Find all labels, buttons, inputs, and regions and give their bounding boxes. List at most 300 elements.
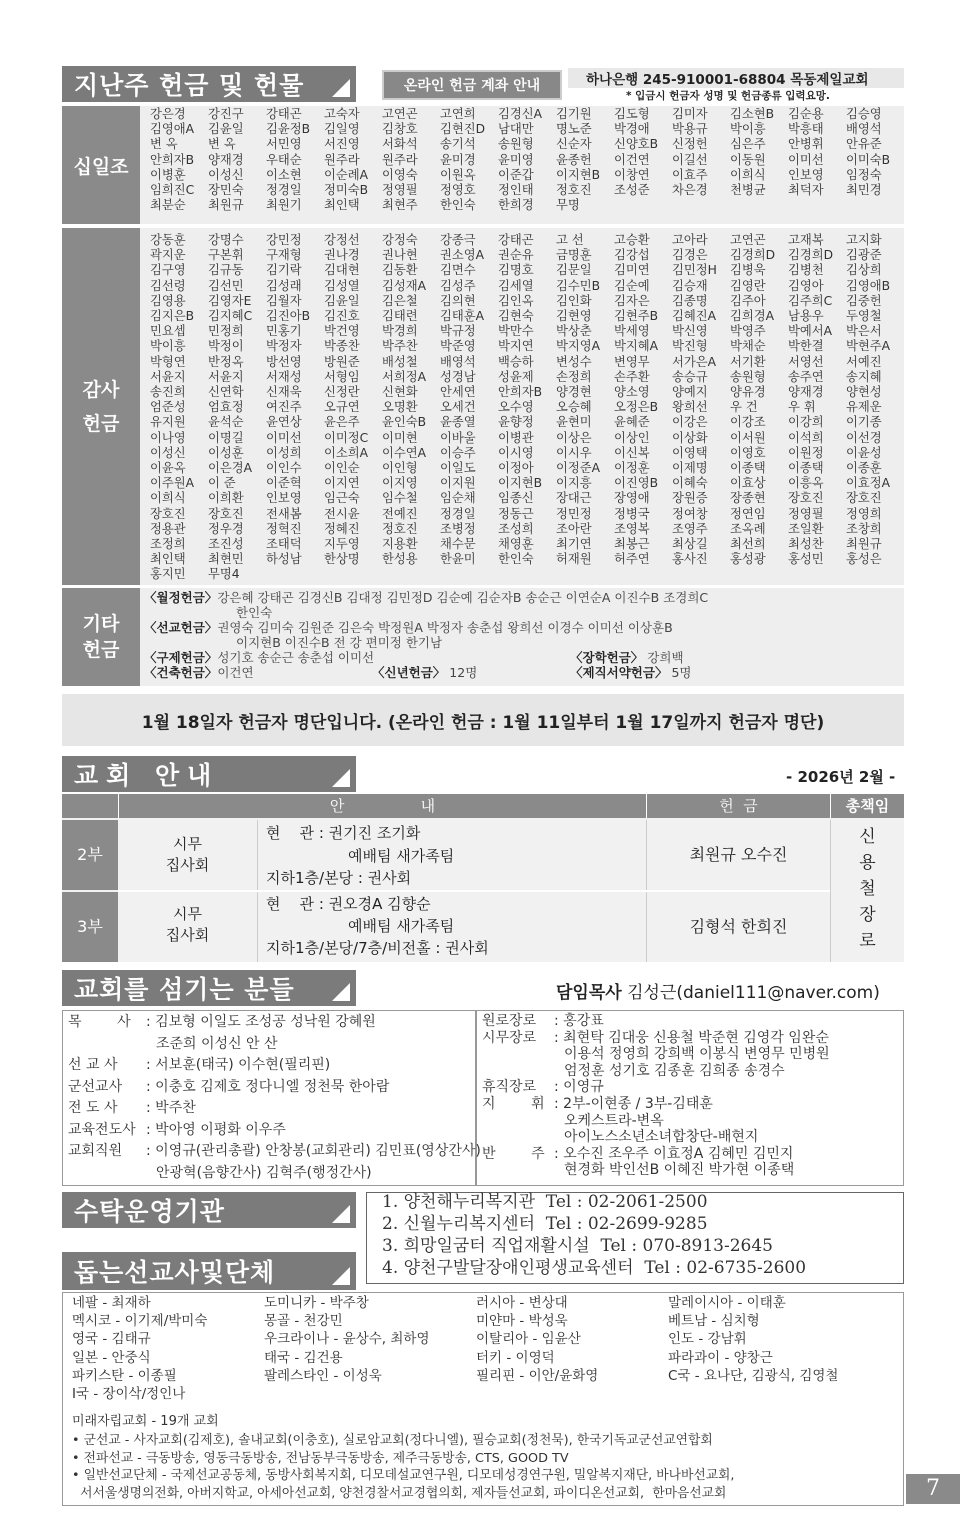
corner-arrow-icon (332, 983, 350, 1001)
mission-entry: 필리핀 - 이안/윤화영 (476, 1367, 599, 1384)
part-3-line2: 예배팀 새가족팀 (348, 917, 455, 935)
offering-title (62, 66, 356, 102)
thanks-name: 여진주 (266, 400, 302, 415)
tithe-name: 윤종헌 (556, 152, 592, 167)
thanks-name: 최인택 (150, 552, 186, 567)
thanks-name: 지두영 (324, 537, 360, 552)
tithe-name: 최덕자 (788, 183, 824, 198)
thanks-name: 박지영A (556, 339, 601, 354)
servant-row (482, 1113, 664, 1130)
tithe-name: 최인택 (324, 198, 360, 213)
thanks-name: 김태련 (382, 309, 418, 324)
tithe-name: 조성준 (614, 183, 650, 198)
servant-row (482, 1079, 604, 1096)
thanks-name: 최성찬 (788, 537, 824, 552)
thanks-name: 이강희 (788, 415, 824, 430)
trust-item: 4. 양천구발달장애인평생교육센터 Tel : 02-6735-2600 (382, 1258, 807, 1278)
thanks-name: 이강은 (672, 415, 708, 430)
offering-title-text: 지난주 헌금 및 헌물 (74, 71, 305, 100)
mission-entry: 태국 - 김건용 (264, 1349, 343, 1366)
tithe-name: 천병균 (730, 183, 766, 198)
thanks-name: 한윤미 (440, 552, 476, 567)
thanks-name: 강정숙 (382, 233, 418, 247)
tithe-name: 이효주 (672, 167, 708, 182)
mission-entry: 인도 - 강남휘 (668, 1331, 747, 1348)
thanks-name: 권소영A (440, 248, 485, 263)
thanks-name: 윤인숙B (382, 415, 427, 430)
thanks-name: 이 준 (208, 476, 236, 491)
senior-pastor-name: 김성근(daniel111@naver.com) (627, 983, 880, 1003)
trust-item: 2. 신월누리복지센터 Tel : 02-2699-9285 (382, 1214, 708, 1234)
thanks-name: 강정선 (324, 233, 360, 247)
thanks-name: 김윤일 (324, 293, 360, 308)
thanks-name: 박영주 (730, 324, 766, 339)
thanks-name: 최현민 (208, 552, 244, 567)
thanks-name: 오규연 (324, 400, 360, 415)
tithe-name: 이소현 (266, 167, 302, 182)
mission-entry: 네팔 - 최재하 (72, 1295, 151, 1311)
tithe-name: 김도형 (614, 107, 650, 121)
mission-entry: C국 - 요나단, 김광식, 김영철 (668, 1367, 839, 1384)
thanks-name: 김주아 (730, 293, 766, 308)
thanks-name: 정호진 (382, 521, 418, 536)
thanks-name: 오수영 (498, 400, 534, 415)
tithe-name: 이준갑 (498, 167, 534, 182)
misc-tag: 〈장학헌금〉 (570, 650, 644, 665)
tithe-name: 신정헌 (672, 137, 708, 152)
tithe-name: 강은경 (150, 107, 186, 121)
tithe-name: 한인숙 (440, 198, 476, 213)
thanks-name: 박종찬 (324, 339, 360, 354)
thanks-name: 조영주 (672, 521, 708, 536)
misc-tag: 〈신년헌금〉 (372, 665, 446, 680)
mission-entry: 일본 - 안중식 (72, 1349, 151, 1366)
tithe-name: 배영석 (846, 122, 882, 137)
thanks-name: 배성철 (382, 354, 418, 369)
mission-entry: 도미니카 - 박주창 (264, 1295, 369, 1311)
thanks-name: 박정자 (266, 339, 302, 354)
page-number: 7 (906, 1474, 960, 1504)
thanks-name: 이제명 (672, 461, 708, 476)
misc-names: 이건연 (217, 665, 254, 680)
tithe-name: 이희식 (730, 167, 766, 182)
servant-names: 조준희 이성신 안 산 (156, 1035, 278, 1052)
thanks-name: 무명4 (208, 567, 240, 582)
thanks-name: 송지혜 (846, 369, 882, 384)
thanks-name: 김희경A (730, 309, 775, 324)
thanks-name: 한인숙 (498, 552, 534, 567)
thanks-name: 채영훈 (498, 537, 534, 552)
tithe-name: 박용규 (672, 122, 708, 137)
tithe-name: 이미숙B (846, 152, 891, 167)
misc-row (144, 620, 904, 636)
servant-row (68, 1100, 196, 1117)
colon: : (146, 1121, 156, 1138)
misc-names: 5명 (671, 665, 692, 680)
thanks-name: 전시윤 (324, 506, 360, 521)
thanks-name: 한성용 (382, 552, 418, 567)
thanks-name: 이지원 (440, 476, 476, 491)
servant-row (68, 1165, 372, 1182)
thanks-name: 정병국 (614, 506, 650, 521)
thanks-name: 전예진 (382, 506, 418, 521)
thanks-name: 임근숙 (324, 491, 360, 506)
thanks-name: 이성훈 (208, 445, 244, 460)
colon: : (146, 1143, 156, 1159)
thanks-name: 박건영 (324, 324, 360, 339)
thanks-name: 서기환 (730, 354, 766, 369)
thanks-name: 윤종열 (440, 415, 476, 430)
thanks-name: 조영복 (614, 521, 650, 536)
future-churches: 미래자립교회 - 19개 교회 (72, 1414, 219, 1429)
thanks-name: 김순예 (614, 278, 650, 293)
thanks-name: 김현주B (614, 309, 659, 324)
mission-entry: 영국 - 김태규 (72, 1331, 151, 1348)
thanks-name: 장호진 (208, 506, 244, 521)
misc-row (144, 635, 904, 651)
thanks-name: 박정이 (208, 339, 244, 354)
tithe-name: 정미숙B (324, 183, 369, 198)
misc-row-extra (372, 665, 477, 681)
tithe-name: 김승영 (846, 107, 882, 121)
colon: : (146, 1014, 156, 1030)
servant-names: 박아영 이평화 이우주 (155, 1121, 286, 1138)
servant-row (482, 1096, 713, 1113)
mission-bullet: • 일반선교단체 - 국제선교공동체, 동방사회복지회, 디모데설교연구원, 디모데성경연구원, 밀알복지재단, 바나바선교회, (72, 1468, 735, 1483)
thanks-name: 김인화 (556, 293, 592, 308)
online-offering-button[interactable]: 온라인 헌금 계좌 안내 (382, 70, 562, 100)
servant-role: 선 교 사 (68, 1057, 118, 1073)
mission-entry: 우크라이나 - 윤상수, 최하영 (264, 1331, 430, 1348)
thanks-name: 이종훈 (846, 461, 882, 476)
misc-names: 권영숙 김미숙 김원준 김은숙 박정원A 박정자 송춘섭 왕희선 이경수 이미선 이상훈B (217, 620, 673, 635)
thanks-name: 서가은A (672, 354, 717, 369)
thanks-name: 김강섭 (614, 248, 650, 263)
thanks-name: 이영택 (672, 445, 708, 460)
part-2-line2: 예배팀 새가족팀 (348, 847, 455, 865)
thanks-name: 장종현 (730, 491, 766, 506)
tithe-name: 서화석 (382, 137, 418, 152)
mission-entry: 이탈리아 - 임윤산 (476, 1331, 581, 1348)
thanks-name: 윤현미 (556, 415, 592, 430)
thanks-name: 정용관 (150, 521, 186, 536)
bank-note: * 입금시 헌금자 성명 및 헌금종류 입력요망. (626, 90, 830, 102)
servant-names: 아이노스소년소녀합창단-배현지 (564, 1129, 759, 1146)
tithe-name: 서민영 (266, 137, 302, 152)
thanks-name: 송원형 (730, 369, 766, 384)
chief-elder: 신 용 철 장 로 (830, 820, 904, 962)
part-3-offering: 김형석 한희진 (646, 892, 830, 962)
mission-entry: 말레이시아 - 이태훈 (668, 1295, 786, 1311)
tithe-name: 박경애 (614, 122, 650, 137)
thanks-name: 양소영 (614, 385, 650, 400)
tithe-name: 이순례A (324, 167, 369, 182)
misc-tag: 〈건축헌금〉 (144, 665, 218, 680)
thanks-name: 김성재A (382, 278, 427, 293)
thanks-name: 송승규 (672, 369, 708, 384)
servant-role: 반 주 (482, 1145, 545, 1162)
thanks-name: 이준혁 (266, 476, 302, 491)
tithe-name: 김순용 (788, 107, 824, 121)
thanks-name: 김영란 (730, 278, 766, 293)
thanks-name: 이윤성 (846, 445, 882, 460)
thanks-name: 정경일 (440, 506, 476, 521)
thanks-name: 이일도 (440, 461, 476, 476)
part-2-label: 2부 (62, 820, 118, 890)
tithe-name: 명노준 (556, 122, 592, 137)
thanks-name: 김진호 (324, 309, 360, 324)
thanks-name: 박채순 (730, 339, 766, 354)
misc-row-extra (570, 650, 684, 666)
thanks-name: 박주찬 (382, 339, 418, 354)
thanks-name: 이인순 (324, 461, 360, 476)
thanks-name: 권나경 (324, 248, 360, 263)
thanks-name: 김영애B (846, 278, 891, 293)
mission-entry: 몽골 - 천강민 (264, 1313, 343, 1330)
tithe-name: 이성신 (208, 167, 244, 182)
thanks-name: 장호진 (150, 506, 186, 521)
thanks-name: 엄준성 (150, 400, 186, 415)
thanks-name: 최상길 (672, 537, 708, 552)
thanks-name: 이강조 (730, 415, 766, 430)
servant-row (68, 1036, 278, 1053)
colon: : (554, 1013, 564, 1029)
thanks-name: 박경희 (382, 324, 418, 339)
thanks-name: 변성수 (556, 354, 592, 369)
thanks-name: 이희식 (150, 491, 186, 506)
tithe-name: 김미자 (672, 107, 708, 121)
colon: : (554, 1096, 564, 1112)
tithe-name: 이병훈 (150, 167, 186, 182)
thanks-name: 정여창 (672, 506, 708, 521)
thanks-name: 김명호 (498, 263, 534, 278)
servant-row (68, 1057, 330, 1074)
thanks-name: 이서원 (730, 430, 766, 445)
thanks-name: 한상명 (324, 552, 360, 567)
thanks-name: 이기종 (846, 415, 882, 430)
thanks-name: 정우경 (208, 521, 244, 536)
tithe-name: 김경신A (498, 107, 543, 121)
thanks-name: 이영호 (730, 445, 766, 460)
thanks-name: 구본휘 (208, 248, 244, 263)
tithe-name: 정인태 (498, 183, 534, 198)
thanks-name: 김의현 (440, 293, 476, 308)
thanks-name: 서예진 (846, 354, 882, 369)
thanks-name: 김인옥 (498, 293, 534, 308)
thanks-name: 윤석순 (208, 415, 244, 430)
servant-names: 현경화 박인선B 이혜진 박가현 이종택 (564, 1162, 795, 1179)
mission-entry: 파라과이 - 양창근 (668, 1349, 773, 1366)
thanks-name: 배영석 (440, 354, 476, 369)
thanks-name: 조진성 (208, 537, 244, 552)
tithe-name: 이길선 (672, 152, 708, 167)
servant-role: 군선교사 (68, 1078, 123, 1095)
tithe-name: 최원규 (208, 198, 244, 213)
senior-pastor-label: 담임목사 (556, 983, 622, 1003)
thanks-name: 김월자 (266, 293, 302, 308)
thanks-name: 유지원 (150, 415, 186, 430)
tithe-name: 안병휘 (788, 137, 824, 152)
thanks-name: 김면수 (440, 263, 476, 278)
tithe-name: 송원형 (498, 137, 534, 152)
servant-role: 휴직장로 (482, 1079, 537, 1096)
tithe-name: 원주라 (324, 152, 360, 167)
tithe-name: 정경일 (266, 183, 302, 198)
tithe-name: 서진영 (324, 137, 360, 152)
servant-names: 이영규 (563, 1079, 604, 1096)
tithe-name: 김윤정B (266, 122, 311, 137)
thanks-name: 임순채 (440, 491, 476, 506)
chief-header-col: 총책임 (830, 794, 904, 818)
tithe-name: 김기원 (556, 107, 592, 121)
servant-row (482, 1013, 604, 1030)
thanks-name: 박형연 (150, 354, 186, 369)
servant-names: 안광혁(음향간사) 김혁주(행정간사) (156, 1164, 372, 1181)
thanks-name: 이정준A (556, 461, 601, 476)
part-2-type: 시무 집사회 (118, 820, 258, 890)
servant-names: 2부-이현종 / 3부-김태훈 (563, 1096, 713, 1112)
tithe-name: 김일영 (324, 122, 360, 137)
thanks-name: 김영용 (150, 293, 186, 308)
mission-entry: 미얀마 - 박성욱 (476, 1313, 568, 1330)
thanks-name: 조옥례 (730, 521, 766, 536)
tithe-name: 정영필 (382, 183, 418, 198)
part-2-line3: 지하1층/본당 : 권사회 (266, 869, 412, 887)
servant-row (482, 1046, 830, 1063)
servant-names: 박주찬 (155, 1100, 196, 1116)
tithe-label: 십일조 (62, 106, 140, 224)
tithe-name: 강태곤 (266, 107, 302, 121)
thanks-name: 채수문 (440, 537, 476, 552)
thanks-name: 오세건 (440, 400, 476, 415)
thanks-name: 윤혜준 (614, 415, 650, 430)
mission-bullet: • 군선교 - 사자교회(김제호), 솔내교회(이충호), 실로암교회(정다니엘), 필승교회(정천묵), 한국기독교군선교연합회 (72, 1433, 713, 1448)
thanks-name: 박규정 (440, 324, 476, 339)
thanks-name: 이은경A (208, 461, 253, 476)
thanks-name: 송주연 (788, 369, 824, 384)
servant-row (482, 1063, 785, 1080)
thanks-name: 신연학 (208, 385, 244, 400)
thanks-name: 서윤지 (150, 369, 186, 384)
tithe-name: 박흥태 (788, 122, 824, 137)
thanks-name: 김병욱 (730, 263, 766, 278)
thanks-name: 김현숙 (498, 309, 534, 324)
tithe-name: 고숙자 (324, 107, 360, 121)
thanks-name: 이정훈 (614, 461, 650, 476)
thanks-name: 윤연상 (266, 415, 302, 430)
thanks-name: 이인형 (382, 461, 418, 476)
thanks-name: 김경희D (730, 248, 776, 263)
part-2-line1: 현 관 : 권기진 조기화 (266, 824, 421, 842)
servant-role: 시무장로 (482, 1029, 537, 1046)
thanks-name: 정혜진 (324, 521, 360, 536)
offering-header-col: 헌 금 (646, 794, 830, 818)
thanks-name: 민정희 (208, 324, 244, 339)
thanks-name: 송진희 (150, 385, 186, 400)
thanks-name: 최기연 (556, 537, 592, 552)
thanks-name: 김혜진A (672, 309, 717, 324)
servant-role: 교회직원 (68, 1143, 123, 1159)
tithe-name: 신양호B (614, 137, 659, 152)
thanks-name: 박준영 (440, 339, 476, 354)
thanks-name: 장원증 (672, 491, 708, 506)
tithe-name: 변 옥 (208, 137, 236, 152)
thanks-name: 홍성은 (846, 552, 882, 567)
thanks-name: 김병천 (788, 263, 824, 278)
tithe-name: 최분순 (150, 198, 186, 213)
tithe-name: 임희진C (150, 183, 195, 198)
thanks-name: 이병관 (498, 430, 534, 445)
thanks-name: 이상인 (614, 430, 650, 445)
tithe-name: 이영숙 (382, 167, 418, 182)
thanks-name: 서형임 (324, 369, 360, 384)
thanks-name: 임수철 (382, 491, 418, 506)
thanks-name: 이성희 (266, 445, 302, 460)
thanks-name: 두영철 (846, 309, 882, 324)
trust-item: 1. 양천해누리복지관 Tel : 02-2061-2500 (382, 1192, 708, 1212)
thanks-name: 김선민 (208, 278, 244, 293)
tithe-names (150, 107, 904, 213)
misc-names: 성기호 송순근 송춘섭 이미선 (217, 650, 375, 665)
tithe-name: 무명 (556, 198, 580, 213)
thanks-name: 김지은B (150, 309, 195, 324)
thanks-name: 박예서A (788, 324, 833, 339)
thanks-name: 최봉근 (614, 537, 650, 552)
thanks-label: 감사 헌금 (62, 228, 140, 585)
thanks-name: 고 선 (556, 233, 584, 247)
thanks-name: 박지혜A (614, 339, 659, 354)
church-guide-title (62, 756, 356, 792)
tithe-name: 신순자 (556, 137, 592, 152)
tithe-name: 한희경 (498, 198, 534, 213)
servant-names: 이영규(관리총괄) 안창봉(교회관리) 김민표(영상간사) (155, 1143, 481, 1159)
thanks-name: 이지흥 (556, 476, 592, 491)
thanks-name: 강종극 (440, 233, 476, 247)
tithe-name: 차은경 (672, 183, 708, 198)
thanks-name: 이선경 (846, 430, 882, 445)
thanks-name: 조정희 (150, 537, 186, 552)
tithe-name: 인보영 (788, 167, 824, 182)
thanks-name: 김선령 (150, 278, 186, 293)
thanks-name: 금명훈 (556, 248, 592, 263)
tithe-name: 고연곤 (382, 107, 418, 121)
thanks-name: 강태곤 (498, 233, 534, 247)
thanks-name: 박은서 (846, 324, 882, 339)
thanks-name: 이나영 (150, 430, 186, 445)
tithe-name: 김창호 (382, 122, 418, 137)
thanks-name: 이시영 (498, 445, 534, 460)
tithe-name: 최원기 (266, 198, 302, 213)
misc-names: 이지현B 이진수B 전 강 편미정 한기남 (236, 635, 443, 650)
servants-title-text: 교회를 섬기는 분들 (74, 975, 295, 1004)
thanks-name: 박상춘 (556, 324, 592, 339)
thanks-name: 민요셉 (150, 324, 186, 339)
thanks-name: 김성래 (266, 278, 302, 293)
thanks-name: 김수민B (556, 278, 601, 293)
thanks-name: 장호진 (846, 491, 882, 506)
thanks-name: 김은철 (382, 293, 418, 308)
misc-row (144, 605, 904, 621)
thanks-name: 조아란 (556, 521, 592, 536)
misc-row (144, 590, 904, 606)
misc-row (144, 650, 904, 666)
thanks-name: 김영아 (788, 278, 824, 293)
thanks-name: 이명길 (208, 430, 244, 445)
thanks-name: 지용환 (382, 537, 418, 552)
thanks-name: 김기락 (266, 263, 302, 278)
thanks-name: 장영애 (614, 491, 650, 506)
mission-entry: 베트남 - 심치형 (668, 1313, 760, 1330)
